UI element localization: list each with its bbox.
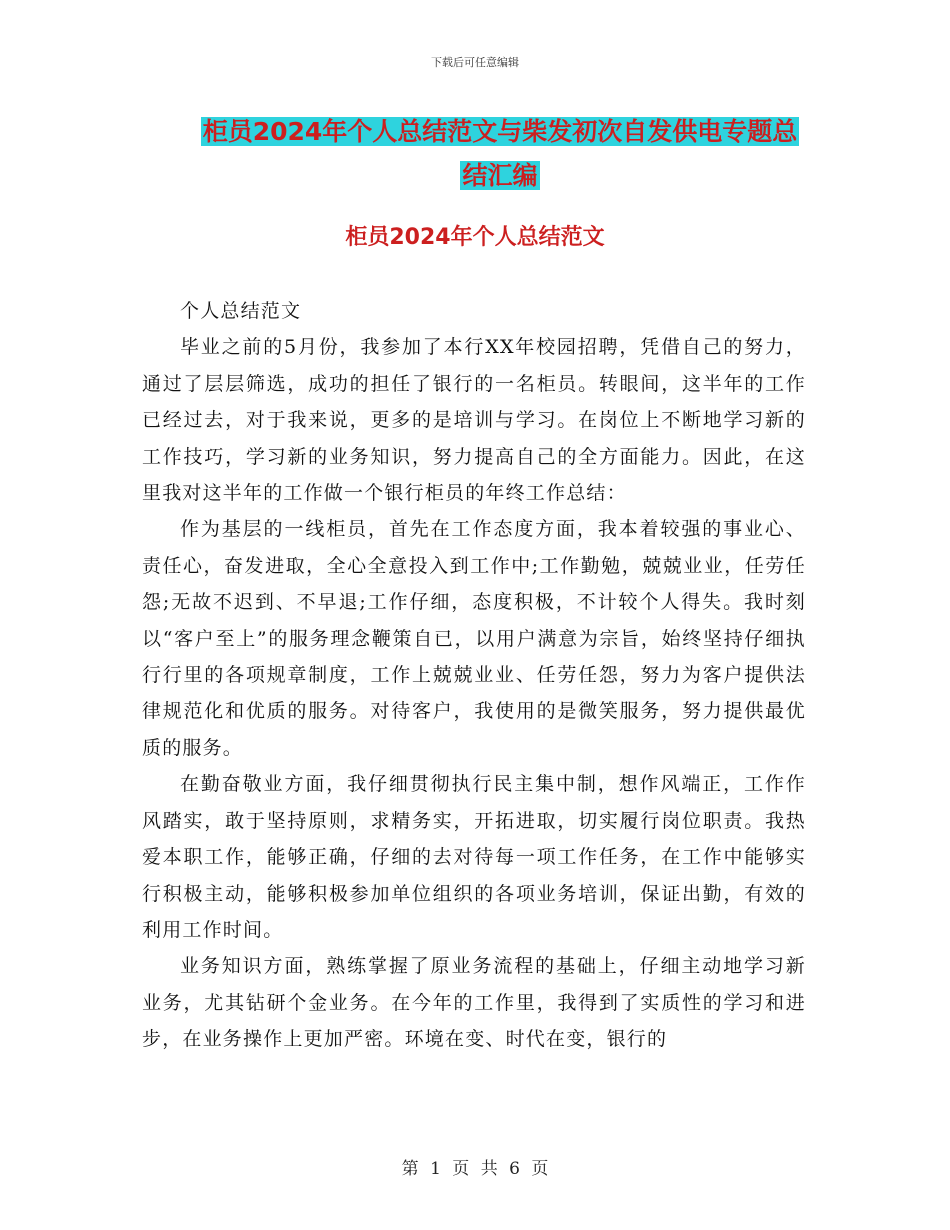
paragraph: 作为基层的一线柜员，首先在工作态度方面，我本着较强的事业心、责任心，奋发进取，全心全意投入到工作中;工作勤勉，兢兢业业，任劳任怨;无故不迟到、不早退;工作仔细，态度积极，不计较个人得失。我时刻以“客户至上”的服务理念鞭策自已，以用户满意为宗旨，始终坚持仔细执行行里的各项规章制度，工作上兢兢业业、任劳任怨，努力为客户提供法律规范化和优质的服务。对待客户，我使用的是微笑服务，努力提供最优质的服务。 [142, 518, 806, 759]
document-title-line-1: 柜员2024年个人总结范文与柴发初次自发供电专题总 [202, 117, 798, 146]
header-note: 下载后可任意编辑 [431, 56, 519, 69]
paragraph: 毕业之前的5月份，我参加了本行XX年校园招聘，凭借自己的努力，通过了层层筛选，成功的担任了银行的一名柜员。转眼间，这半年的工作已经过去，对于我来说，更多的是培训与学习。在岗位上不断地学习新的工作技巧，学习新的业务知识，努力提高自己的全方面能力。因此，在这里我对这半年的工作做一个银行柜员的年终工作总结： [142, 336, 806, 505]
section-title: 柜员2024年个人总结范文 [345, 225, 605, 250]
paragraph: 在勤奋敬业方面，我仔细贯彻执行民主集中制，想作风端正，工作作风踏实，敢于坚持原则，求精务实，开拓进取，切实履行岗位职责。我热爱本职工作，能够正确，仔细的去对待每一项工作任务，在工作中能够实行积极主动，能够积极参加单位组织的各项业务培训，保证出勤，有效的利用工作时间。 [142, 773, 806, 941]
document-title-line-2: 结汇编 [462, 161, 538, 190]
page-footer: 第 1 页 共 6 页 [401, 1159, 549, 1179]
document-title [180, 110, 820, 198]
paragraph: 业务知识方面，熟练掌握了原业务流程的基础上，仔细主动地学习新业务，尤其钻研个金业务。在今年的工作里，我得到了实质性的学习和进步，在业务操作上更加严密。环境在变、时代在变，银行的 [142, 955, 806, 1051]
body-text [142, 293, 806, 1058]
paragraph: 个人总结范文 [180, 300, 302, 322]
